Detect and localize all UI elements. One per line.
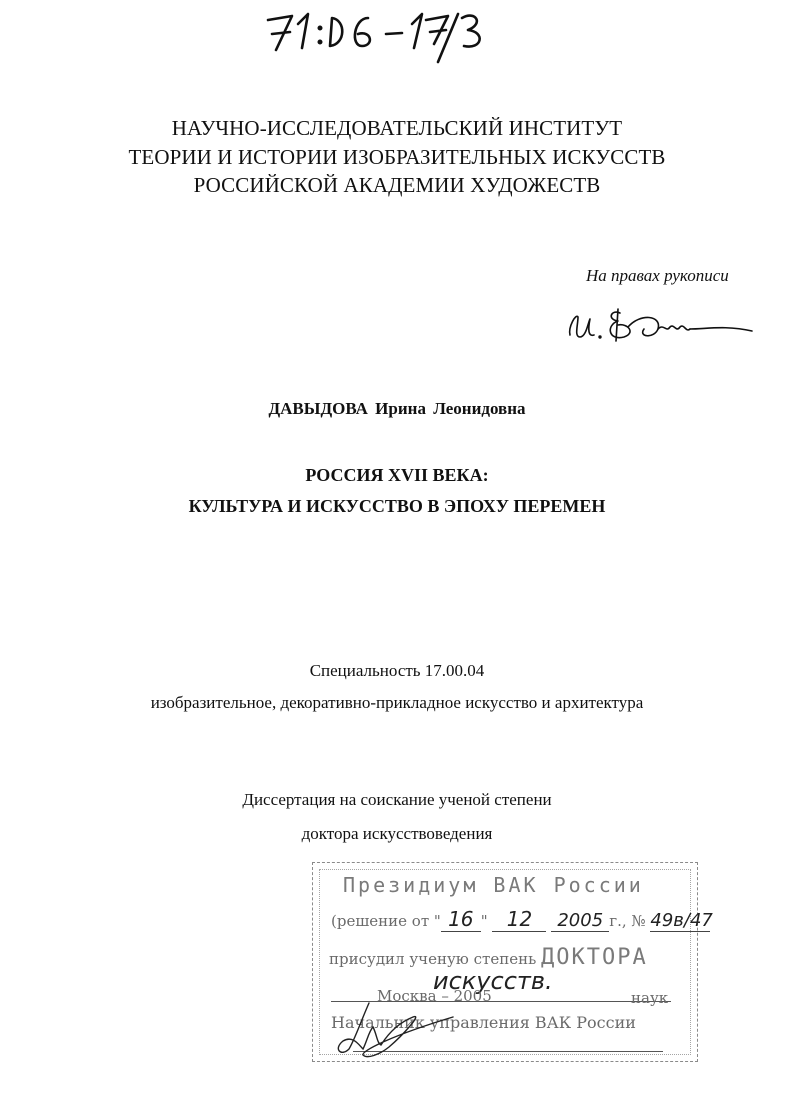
decision-year: 2005 bbox=[551, 910, 609, 932]
decision-number: 49в/47 bbox=[650, 910, 713, 931]
thesis-title-line-2: КУЛЬТУРА И ИСКУССТВО В ЭПОХУ ПЕРЕМЕН bbox=[188, 496, 606, 516]
thesis-title-line-1: РОССИЯ XVII ВЕКА: bbox=[305, 465, 489, 485]
institute-line-3: РОССИЙСКОЙ АКАДЕМИИ ХУДОЖЕСТВ bbox=[193, 173, 601, 197]
stamp-decision-line bbox=[331, 907, 713, 932]
degree-line-2: доктора искусствоведения bbox=[301, 824, 493, 843]
degree-word: ДОКТОРА bbox=[541, 945, 648, 970]
signature-icon bbox=[566, 303, 758, 347]
decision-prefix: (решение от " bbox=[331, 912, 441, 930]
decision-day: 16 bbox=[441, 907, 481, 932]
specialty-description: изобразительное, декоративно-прикладное искусство и архитектура bbox=[150, 693, 644, 712]
official-signature-icon bbox=[333, 1001, 483, 1061]
decision-month: 12 bbox=[492, 907, 546, 932]
degree-line-1: Диссертация на соискание ученой степени bbox=[242, 790, 552, 809]
stamp-title: Президиум ВАК России bbox=[343, 873, 644, 897]
author-signature bbox=[566, 303, 758, 347]
stamp-head-text: Начальник управления ВАК России bbox=[331, 1013, 636, 1032]
month-quote: " bbox=[480, 912, 488, 930]
institute-line-2: ТЕОРИИ И ИСТОРИИ ИЗОБРАЗИТЕЛЬНЫХ ИСКУССТВ bbox=[128, 145, 666, 169]
stamp-city-year: Москва – 2005 bbox=[377, 987, 492, 1005]
archive-code-handwritten bbox=[262, 2, 492, 64]
field-handwritten: искусств. bbox=[433, 967, 553, 995]
year-suffix: г., № bbox=[609, 912, 646, 930]
specialty-label: Специальность 17.00.04 bbox=[309, 661, 485, 680]
handwritten-code-icon bbox=[262, 2, 492, 64]
institute-line-1: НАУЧНО-ИССЛЕДОВАТЕЛЬСКИЙ ИНСТИТУТ bbox=[171, 116, 623, 140]
rights-note: На правах рукописи bbox=[586, 266, 729, 285]
stamp-sciences-word: наук bbox=[631, 989, 669, 1007]
awarded-text: присудил ученую степень bbox=[329, 950, 537, 968]
author-name: ДАВЫДОВА Ирина Леонидовна bbox=[268, 399, 526, 418]
vak-stamp bbox=[312, 862, 713, 1062]
